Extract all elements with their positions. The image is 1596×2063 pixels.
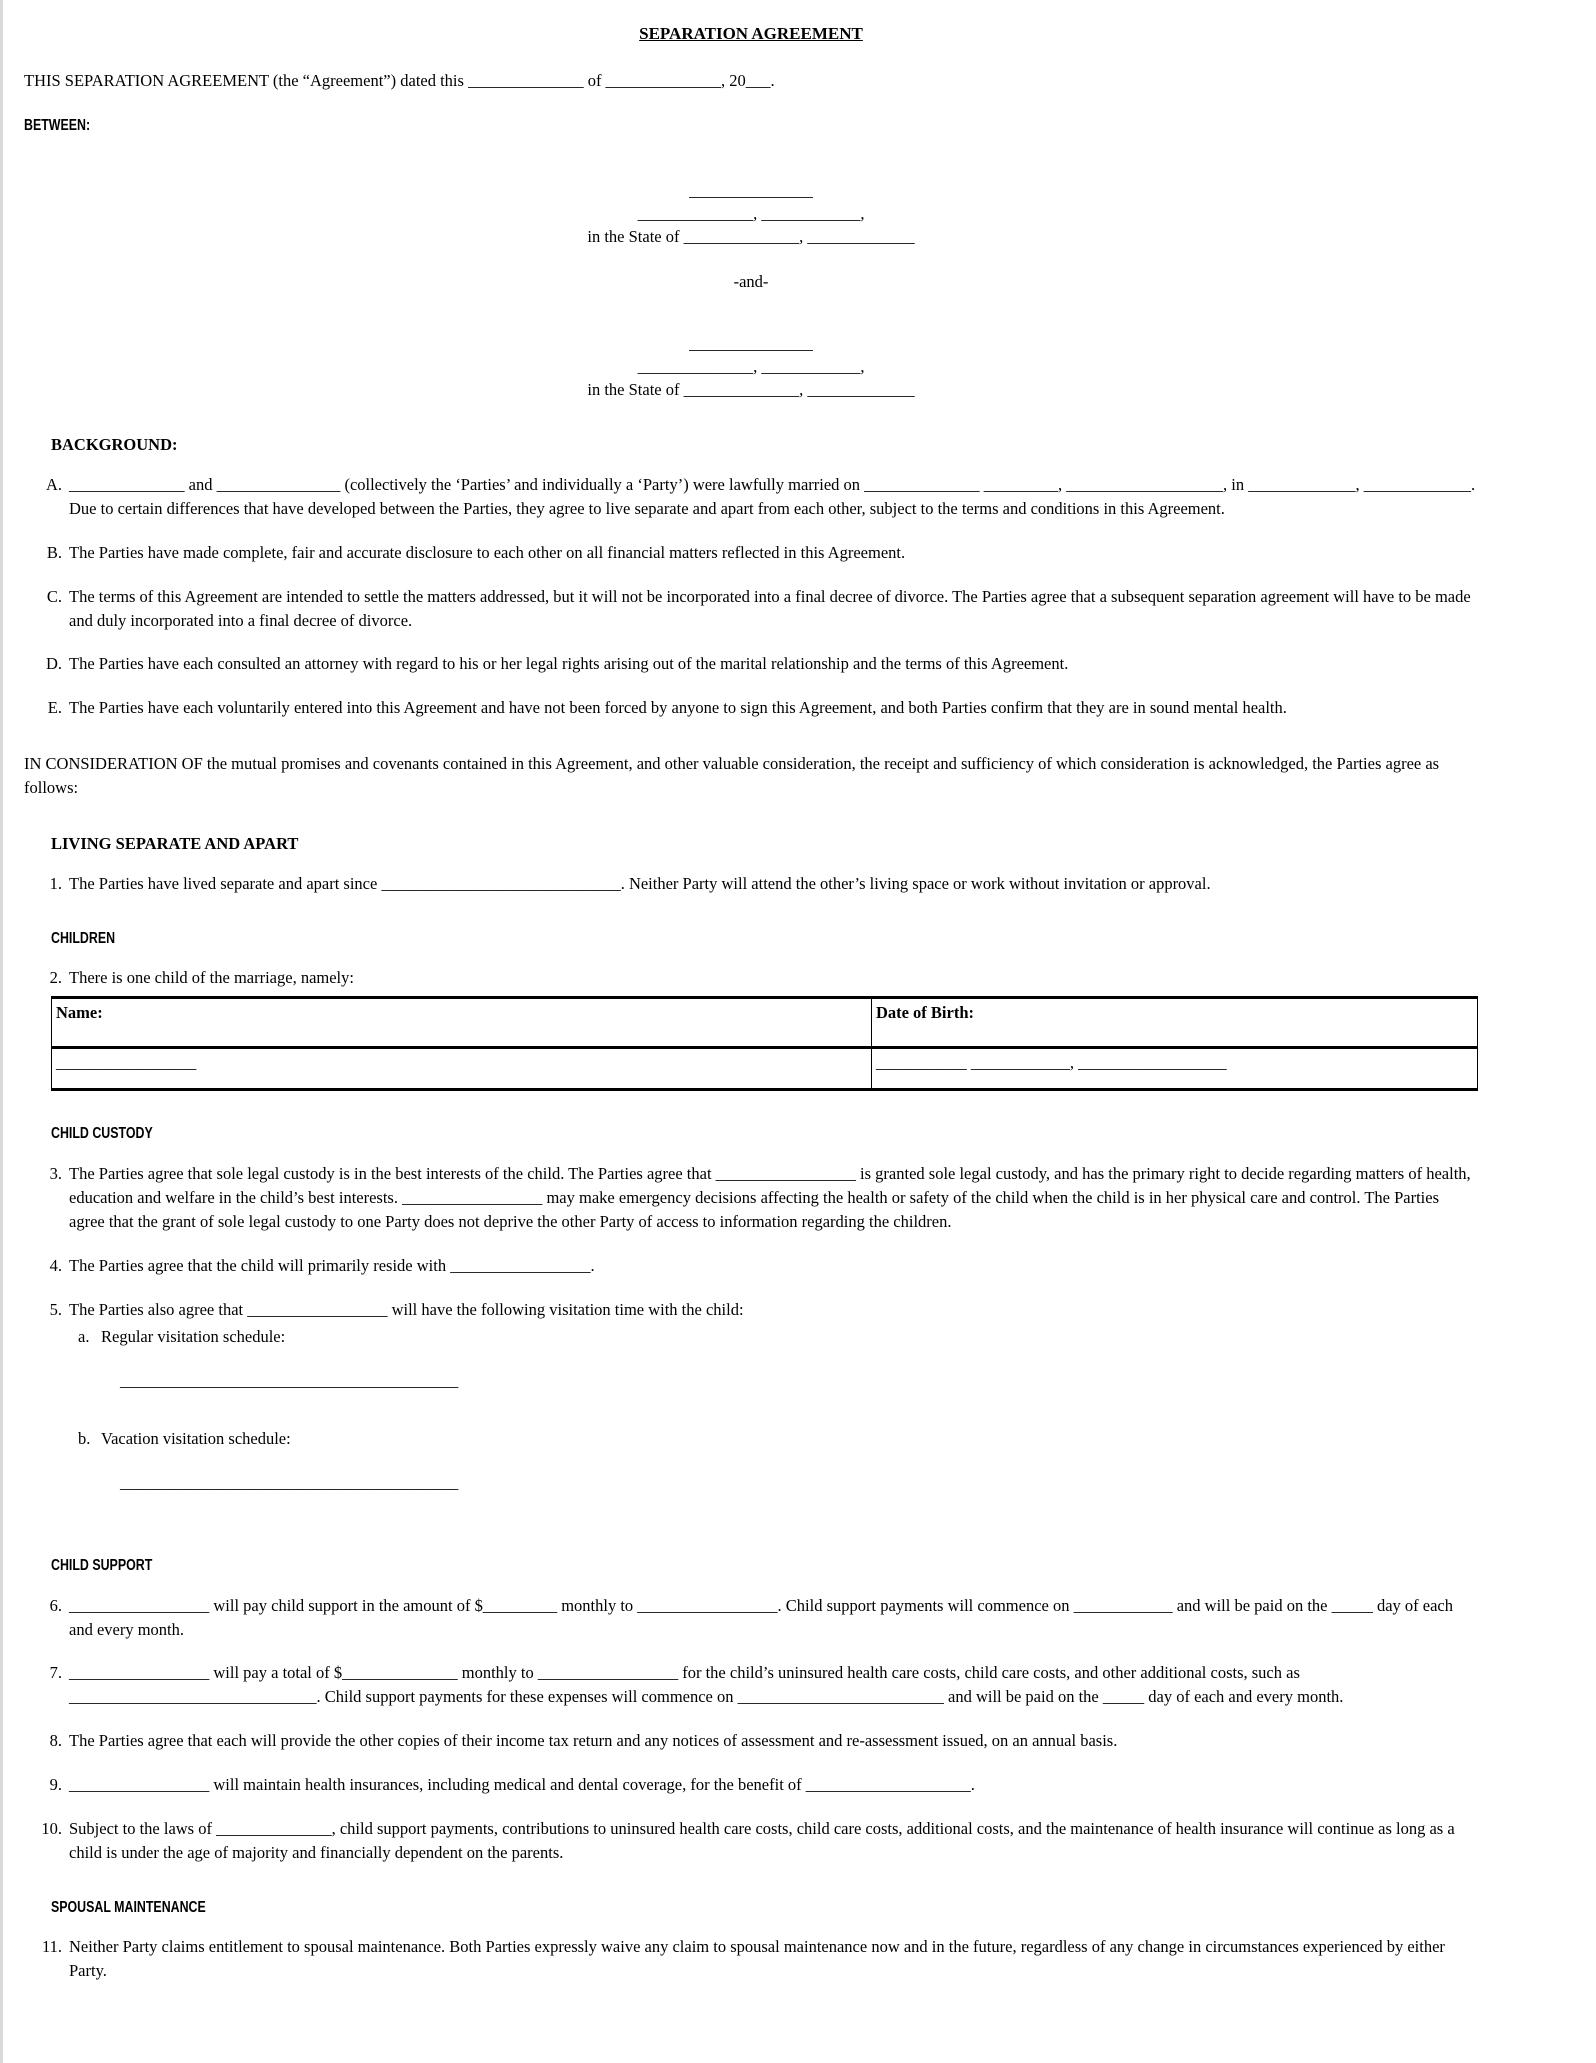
item-text: The Parties have each voluntarily entered into this Agreement and have not been forced by anyone to sign this Agreement, and both Parties confirm that they are in sound mental health. [69,698,1287,718]
children-table [51,996,1478,1091]
item-5 [24,1298,1478,1322]
item-9 [24,1773,1478,1797]
background-item-a [24,473,1478,521]
intro-paragraph: THIS SEPARATION AGREEMENT (the “Agreement”) dated this ______________ of ______________, 20___. [24,70,775,90]
children-table-row [52,1048,1478,1090]
item-6 [24,1594,1478,1642]
item-4 [24,1254,1478,1278]
item-text: _________________ will maintain health insurances, including medical and dental coverage, for the benefit of ____________________. [69,1775,975,1795]
item-10 [24,1817,1478,1865]
item-text: Subject to the laws of ______________, child support payments, contributions to uninsured health care costs, child care costs, additional costs, and the maintenance of health insurance will continue as long as a child is under the age of majority and financially dependent on the parents. [69,1819,1455,1863]
item-1 [24,872,1478,896]
sub-item-label: b. [78,1429,91,1449]
party2-name-blank: _______________ [689,333,813,353]
background-item-e [24,696,1478,720]
between-label: BETWEEN: [24,116,91,134]
child-support-heading: CHILD SUPPORT [51,1557,153,1575]
item-number: 4. [49,1255,62,1275]
item-text: The Parties agree that the child will primarily reside with _________________. [69,1255,595,1275]
dob-column-header: Date of Birth: [871,998,1477,1048]
item-3 [24,1162,1478,1234]
item-text: The Parties have lived separate and apart since _____________________________. Neither Party will attend the other’s living space or work without invitation or approval. [69,874,1211,894]
item-7 [24,1661,1478,1709]
consideration-paragraph: IN CONSIDERATION OF the mutual promises and covenants contained in this Agreement, and other valuable consideration, the receipt and sufficiency of which consideration is acknowledged, the Parties agree as follows: [24,754,1440,798]
item-11 [24,1935,1478,1983]
item-5b [78,1427,1478,1451]
background-item-c [24,585,1478,633]
second-party-block [24,318,1478,401]
item-number: 1. [49,874,62,894]
item-label: A. [45,474,62,494]
item-number: 3. [49,1163,62,1183]
child-custody-heading: CHILD CUSTODY [51,1125,153,1143]
separation-agreement-document [3,0,1596,2063]
item-text: There is one child of the marriage, namely: [69,968,354,988]
item-text: _________________ will pay child support in the amount of $_________ monthly to _________________. Child support payments will commence on ____________ and will be paid on the _____ day of each and every month. [69,1595,1454,1639]
item-text: The Parties have made complete, fair and accurate disclosure to each other on all financial matters reflected in this Agreement. [69,542,906,562]
name-column-header: Name: [52,998,872,1048]
item-number: 8. [49,1731,62,1751]
item-2 [24,966,1478,990]
first-party-block [24,165,1478,248]
item-number: 5. [49,1299,62,1319]
item-text: The Parties have each consulted an attorney with regard to his or her legal rights arising out of the marital relationship and the terms of this Agreement. [69,654,1069,674]
party1-state-line: in the State of ______________, _____________ [587,227,915,247]
living-separate-heading: LIVING SEPARATE AND APART [51,834,299,854]
item-number: 7. [49,1663,62,1683]
item-8 [24,1729,1478,1753]
page-title: SEPARATION AGREEMENT [639,24,863,43]
item-text: Neither Party claims entitlement to spousal maintenance. Both Parties expressly waive any claim to spousal maintenance now and in the future, regardless of any change in circumstances experienced by either Party. [69,1937,1445,1981]
item-text: _________________ will pay a total of $______________ monthly to _________________ for the child’s uninsured health care costs, child care costs, and other additional costs, such as ______________________________. Child support payments for these expenses will commence on _________________________ and will be paid on the _____ day of each and every month. [69,1663,1344,1707]
item-label: E. [47,698,62,718]
item-5a [78,1325,1478,1349]
background-heading: BACKGROUND: [51,434,178,454]
item-text: The Parties also agree that _________________ will have the following visitation time with the child: [69,1299,744,1319]
child-name-cell: _________________ [52,1048,872,1090]
item-text: The terms of this Agreement are intended to settle the matters addressed, but it will not be incorporated into a final decree of divorce. The Parties agree that a subsequent separation agreement will have to be made and duly incorporated into a final decree of divorce. [69,586,1471,630]
item-label: C. [46,586,62,606]
sub-item-text: Vacation visitation schedule: [101,1429,291,1449]
vacation-visitation-blank: _________________________________________ [120,1473,459,1493]
item-number: 2. [49,968,62,988]
children-table-header-row [52,998,1478,1048]
item-label: D. [45,654,62,674]
sub-item-text: Regular visitation schedule: [101,1327,286,1347]
party1-address-blank: ______________, ____________, [637,204,865,224]
item-label: B. [46,542,62,562]
item-text: ______________ and _______________ (collectively the ‘Parties’ and individually a ‘Party’) were lawfully married on ______________ _________, ___________________, in _____________, _____________. Due to certain differences that have developed between the Parties, they agree to live separate and apart from each other, subject to the terms and conditions in this Agreement. [69,474,1476,518]
item-text: The Parties agree that each will provide the other copies of their income tax return and any notices of assessment and re-assessment issued, on an annual basis. [69,1731,1118,1751]
item-number: 11. [41,1937,62,1957]
party1-name-blank: _______________ [689,181,813,201]
item-number: 6. [49,1595,62,1615]
children-heading: CHILDREN [51,930,116,948]
and-separator: -and- [733,272,769,292]
party2-state-line: in the State of ______________, _____________ [587,379,915,399]
spousal-maintenance-heading: SPOUSAL MAINTENANCE [51,1899,206,1917]
party2-address-blank: ______________, ____________, [637,356,865,376]
child-dob-cell: ___________ ____________, __________________ [871,1048,1477,1090]
regular-visitation-blank: _________________________________________ [120,1371,459,1391]
item-number: 10. [41,1819,62,1839]
item-number: 9. [49,1775,62,1795]
background-item-b [24,541,1478,565]
item-text: The Parties agree that sole legal custody is in the best interests of the child. The Parties agree that _________________ is granted sole legal custody, and has the primary right to decide regarding matters of health, education and welfare in the child’s best interests. _________________ may make emergency decisions affecting the health or safety of the child when the child is in her physical care and control. The Parties agree that the grant of sole legal custody to one Party does not deprive the other Party of access to information regarding the children. [69,1163,1471,1231]
sub-item-label: a. [78,1327,90,1347]
background-item-d [24,652,1478,676]
